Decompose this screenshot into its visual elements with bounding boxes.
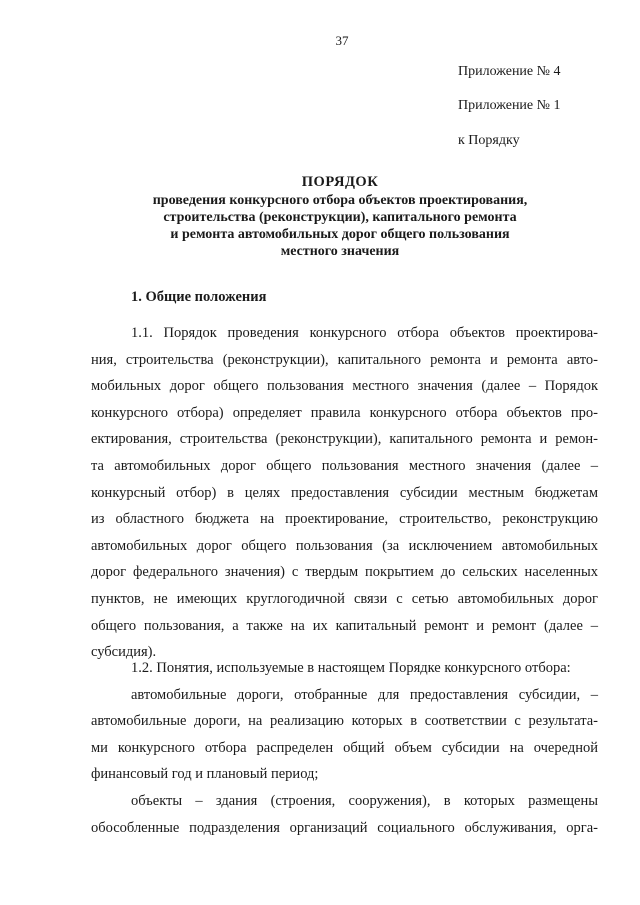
- text-line: общего пользования, а также на их капитальный ремонт и ремонт (далее –: [91, 617, 598, 634]
- text-line: конкурсный отбор) в целях предоставления субсидии местным бюджетам: [91, 484, 598, 501]
- text-line: автомобильных дорог общего пользования (за исключением автомобильных: [91, 537, 598, 554]
- text-line: субсидия).: [91, 644, 157, 661]
- appendix-line-2: Приложение № 1: [458, 98, 561, 113]
- text-line: дорог федерального значения) с твердым покрытием до сельских населенных: [91, 564, 598, 581]
- paragraph-1-2: [91, 655, 598, 841]
- text-line: ния, строительства (реконструкции), капитального ремонта и ремонта авто-: [91, 351, 598, 368]
- text-line: конкурсного отбора) определяет правила конкурсного отбора объектов про-: [91, 404, 598, 421]
- title-main: ПОРЯДОК: [301, 174, 379, 190]
- text-line: ектирования, строительства (реконструкции), капитального ремонта и ремон-: [91, 431, 598, 448]
- title-line-2: строительства (реконструкции), капитального ремонта: [163, 210, 517, 225]
- appendix-line-3: к Порядку: [458, 133, 520, 148]
- text-line: из областного бюджета на проектирование, строительство, реконструкцию: [91, 511, 598, 528]
- text-line: пунктов, не имеющих круглогодичной связи с сетью автомобильных дорог: [91, 590, 598, 607]
- appendix-line-1: Приложение № 4: [458, 64, 561, 79]
- text-line: 1.1. Порядок проведения конкурсного отбора объектов проектирова-: [131, 325, 598, 341]
- section-heading: 1. Общие положения: [131, 289, 267, 305]
- title-line-3: и ремонта автомобильных дорог общего пользования: [170, 227, 510, 242]
- text-line: объекты – здания (строения, сооружения), в которых размещены: [131, 792, 598, 809]
- text-line: обособленные подразделения организаций социального обслуживания, орга-: [91, 819, 598, 836]
- text-line: мобильных дорог общего пользования местного значения (далее – Порядок: [91, 378, 598, 395]
- text-line: автомобильные дороги, отобранные для предоставления субсидии, –: [131, 686, 598, 703]
- text-line: финансовый год и плановый период;: [91, 766, 319, 783]
- title-line-4: местного значения: [280, 244, 400, 259]
- text-line: ми конкурсного отбора распределен общий объем субсидии на очередной: [91, 739, 598, 756]
- text-line: 1.2. Понятия, используемые в настоящем Порядке конкурсного отбора:: [131, 660, 571, 676]
- document-title: [90, 174, 590, 260]
- text-line: автомобильные дороги, на реализацию которых в соответствии с результата-: [91, 713, 598, 730]
- paragraph-1-1: [91, 320, 598, 666]
- text-line: та автомобильных дорог общего пользования местного значения (далее –: [91, 457, 598, 474]
- title-line-1: проведения конкурсного отбора объектов проектирования,: [152, 193, 528, 208]
- page-number: 37: [335, 33, 349, 48]
